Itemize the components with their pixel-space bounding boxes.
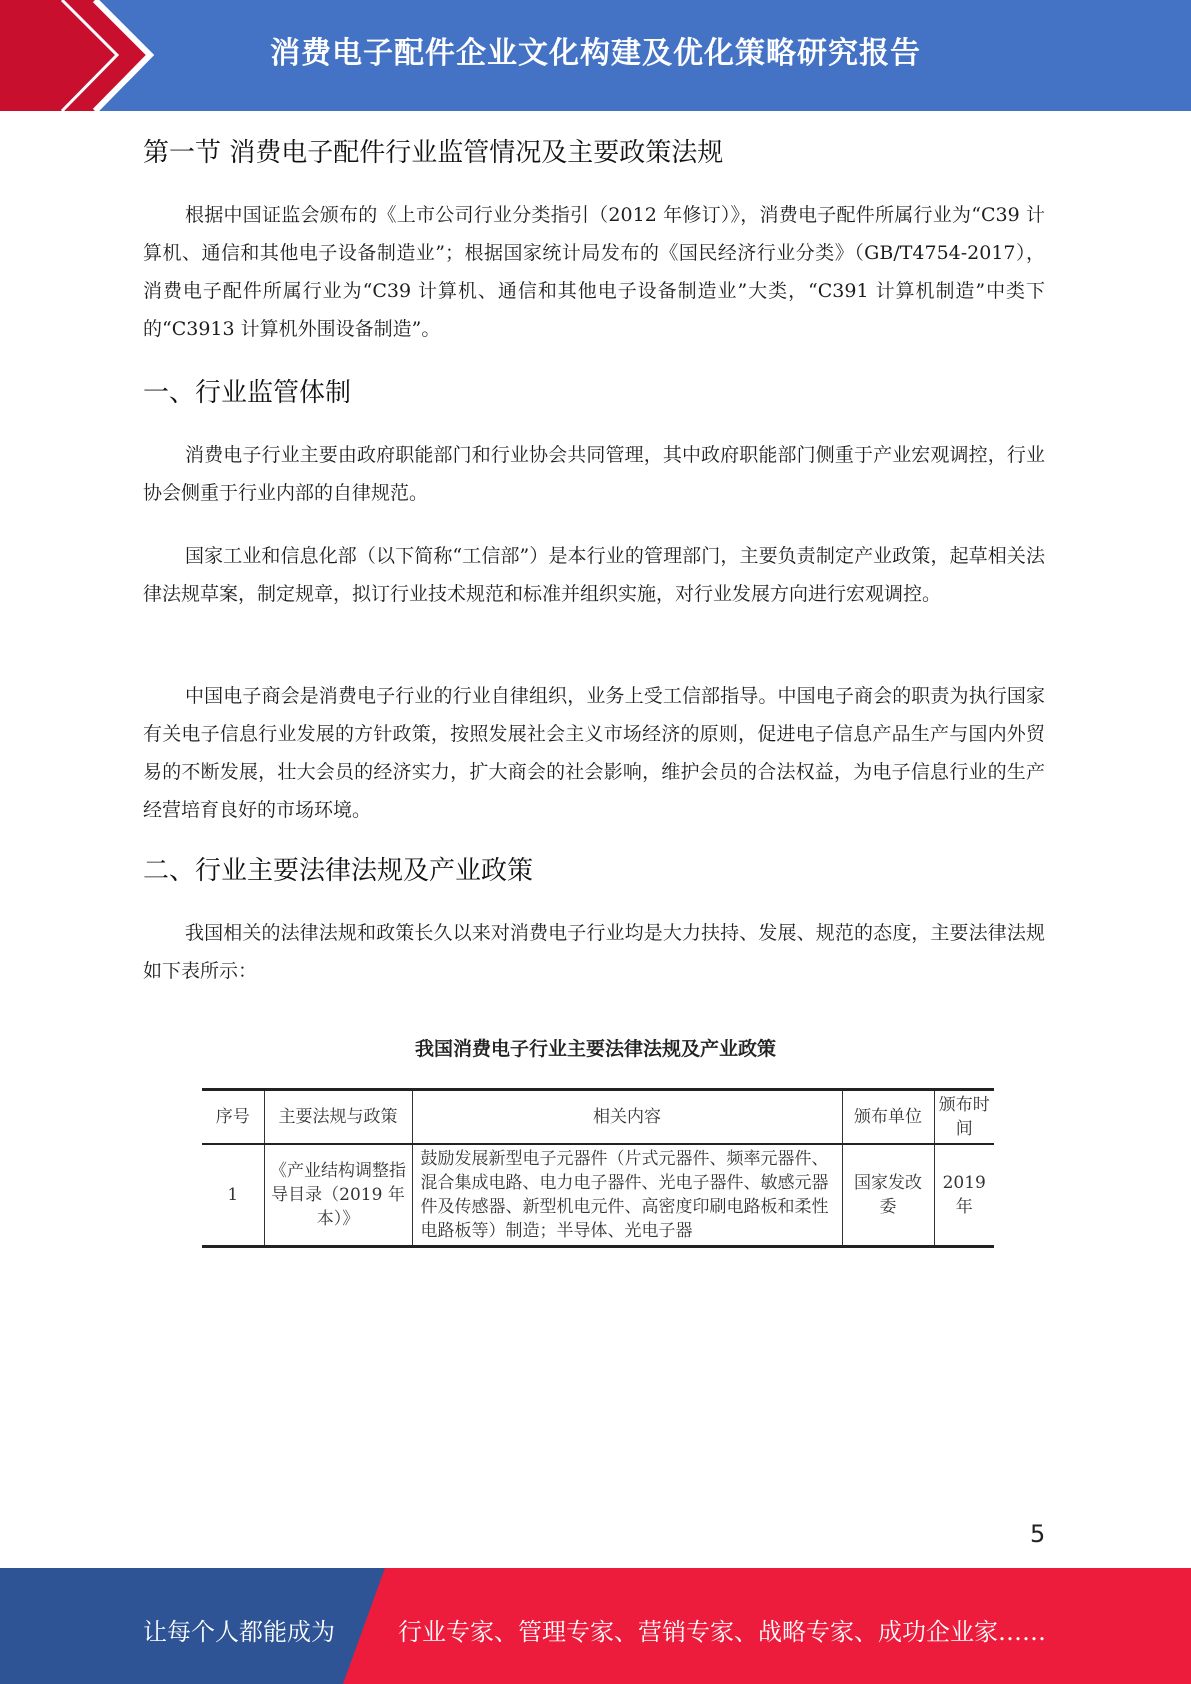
intro-paragraph: 根据中国证监会颁布的《上市公司行业分类指引（2012 年修订）》，消费电子配件所属行业为“C39 计算机、通信和其他电子设备制造业”；根据国家统计局发布的《国民经济行业分类》（GB/T4754-2017），消费电子配件所属行业为“C39 计算机、通信和其他电子设备制造业”大类，“C391 计算机制造”中类下的“C3913 计算机外围设备制造”。 (143, 204, 1045, 340)
page-header (0, 0, 1191, 111)
cell-date: 2019 年 (934, 1144, 994, 1247)
policy-table (202, 1088, 994, 1248)
col-header-index: 序号 (202, 1090, 264, 1145)
cell-issuer: 国家发改委 (842, 1144, 934, 1247)
cell-content: 鼓励发展新型电子元器件（片式元器件、频率元器件、混合集成电路、电力电子器件、光电子器件、敏感元器件及传感器、新型机电元件、高密度印刷电路板和柔性电路板等）制造；半导体、光电子器 (412, 1144, 842, 1247)
table-header-row (202, 1090, 994, 1145)
part2-paragraph: 我国相关的法律法规和政策长久以来对消费电子行业均是大力扶持、发展、规范的态度，主要法律法规如下表所示： (143, 922, 1045, 982)
cell-policy: 《产业结构调整指导目录（2019 年本）》 (264, 1144, 412, 1247)
col-header-policy: 主要法规与政策 (264, 1090, 412, 1145)
part1-heading: 一、行业监管体制 (143, 378, 352, 408)
cell-index: 1 (202, 1144, 264, 1247)
col-header-issuer: 颁布单位 (842, 1090, 934, 1145)
part1-paragraph-3: 中国电子商会是消费电子行业的行业自律组织，业务上受工信部指导。中国电子商会的职责为执行国家有关电子信息行业发展的方针政策，按照发展社会主义市场经济的原则，促进电子信息产品生产与国内外贸易的不断发展，壮大会员的经济实力，扩大商会的社会影响，维护会员的合法权益，为电子信息行业的生产经营培育良好的市场环境。 (143, 685, 1045, 821)
section-heading: 第一节 消费电子配件行业监管情况及主要政策法规 (143, 138, 724, 168)
page-number: 5 (1030, 1520, 1046, 1548)
report-title: 消费电子配件企业文化构建及优化策略研究报告 (270, 36, 921, 71)
part1-paragraph-1: 消费电子行业主要由政府职能部门和行业协会共同管理，其中政府职能部门侧重于产业宏观调控，行业协会侧重于行业内部的自律规范。 (143, 444, 1045, 504)
table-caption: 我国消费电子行业主要法律法规及产业政策 (414, 1038, 776, 1060)
part2-heading: 二、行业主要法律法规及产业政策 (143, 856, 534, 886)
col-header-content: 相关内容 (412, 1090, 842, 1145)
page-footer (0, 1568, 1191, 1684)
col-header-date: 颁布时间 (934, 1090, 994, 1145)
footer-slogan-right: 行业专家、管理专家、营销专家、战略专家、成功企业家…… (398, 1618, 1046, 1646)
footer-slogan-left: 让每个人都能成为 (143, 1618, 335, 1646)
table-row (202, 1144, 994, 1247)
part1-paragraph-2: 国家工业和信息化部（以下简称“工信部”）是本行业的管理部门，主要负责制定产业政策，起草相关法律法规草案，制定规章，拟订行业技术规范和标准并组织实施，对行业发展方向进行宏观调控。 (143, 545, 1045, 605)
